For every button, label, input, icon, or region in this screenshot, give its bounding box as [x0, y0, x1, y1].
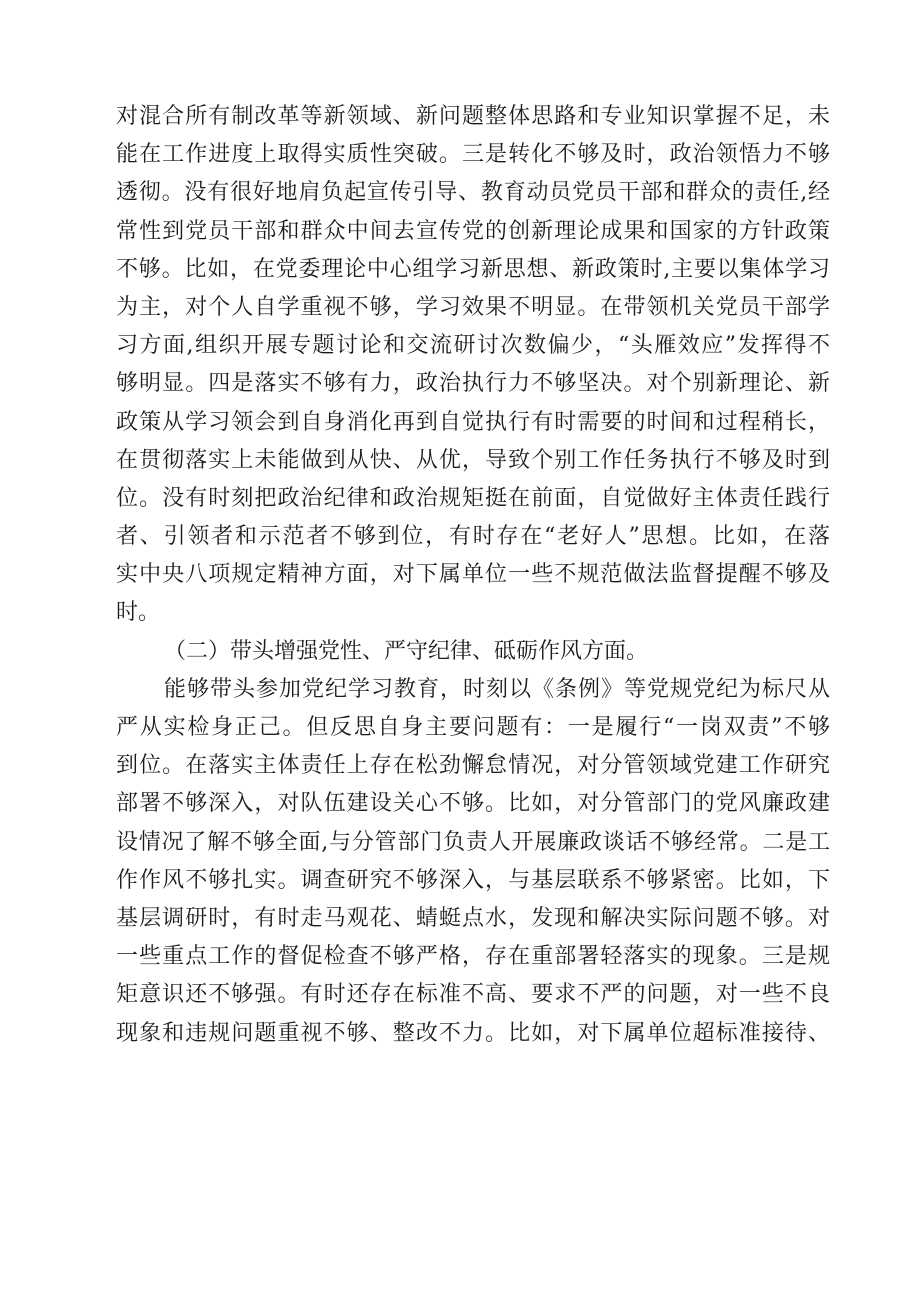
text-line: 不够。比如，在党委理论中心组学习新思想、新政策时,主要以集体学习	[116, 256, 830, 282]
text-line: 够明显。四是落实不够有力，政治执行力不够坚决。对个别新理论、新	[116, 371, 830, 397]
text-line: 对混合所有制改革等新领域、新问题整体思路和专业知识掌握不足，未	[116, 104, 830, 129]
text-line: 现象和违规问题重视不够、整改不力。比如，对下属单位超标准接待、	[116, 1020, 830, 1046]
text-line: 为主，对个人自学重视不够，学习效果不明显。在带领机关党员干部学	[116, 294, 830, 320]
text-line: 能够带头参加党纪学习教育，时刻以《条例》等党规党纪为标尺从	[164, 676, 830, 702]
text-line: 作作风不够扎实。调查研究不够深入，与基层联系不够紧密。比如，下	[116, 867, 830, 893]
text-line: 严从实检身正己。但反思自身主要问题有：一是履行“一岗双责”不够	[116, 715, 830, 740]
text-line: 者、引领者和示范者不够到位，有时存在“老好人”思想。比如，在落	[116, 524, 830, 550]
text-line: 部署不够深入，对队伍建设关心不够。比如，对分管部门的党风廉政建	[116, 791, 830, 817]
text-line: 实中央八项规定精神方面，对下属单位一些不规范做法监督提醒不够及	[116, 562, 830, 588]
text-line: 时。	[116, 600, 161, 626]
text-line: 一些重点工作的督促检查不够严格，存在重部署轻落实的现象。三是规	[116, 944, 830, 970]
text-line: 政策从学习领会到自身消化再到自觉执行有时需要的时间和过程稍长，	[116, 409, 830, 435]
text-line: 能在工作进度上取得实质性突破。三是转化不够及时，政治领悟力不够	[116, 142, 830, 168]
text-line: 透彻。没有很好地肩负起宣传引导、教育动员党员干部和群众的责任,经	[116, 180, 830, 206]
text-line: 在贯彻落实上未能做到从快、从优，导致个别工作任务执行不够及时到	[116, 447, 830, 473]
document-body	[116, 98, 830, 1053]
paragraph-1	[116, 98, 830, 633]
section-heading: （二）带头增强党性、严守纪律、砥砺作风方面。	[164, 638, 649, 664]
text-line: 矩意识还不够强。有时还存在标准不高、要求不严的问题，对一些不良	[116, 982, 830, 1008]
text-line: 常性到党员干部和群众中间去宣传党的创新理论成果和国家的方针政策	[116, 218, 830, 244]
text-line: 设情况了解不够全面,与分管部门负责人开展廉政谈话不够经常。二是工	[116, 829, 830, 855]
paragraph-2	[116, 671, 830, 1053]
text-line: 位。没有时刻把政治纪律和政治规矩挺在前面，自觉做好主体责任践行	[116, 485, 830, 511]
text-line: 基层调研时，有时走马观花、蜻蜓点水，发现和解决实际问题不够。对	[116, 905, 830, 931]
text-line: 到位。在落实主体责任上存在松劲懈怠情况，对分管领域党建工作研究	[116, 753, 830, 779]
text-line: 习方面,组织开展专题讨论和交流研讨次数偏少，“头雁效应”发挥得不	[116, 333, 830, 359]
